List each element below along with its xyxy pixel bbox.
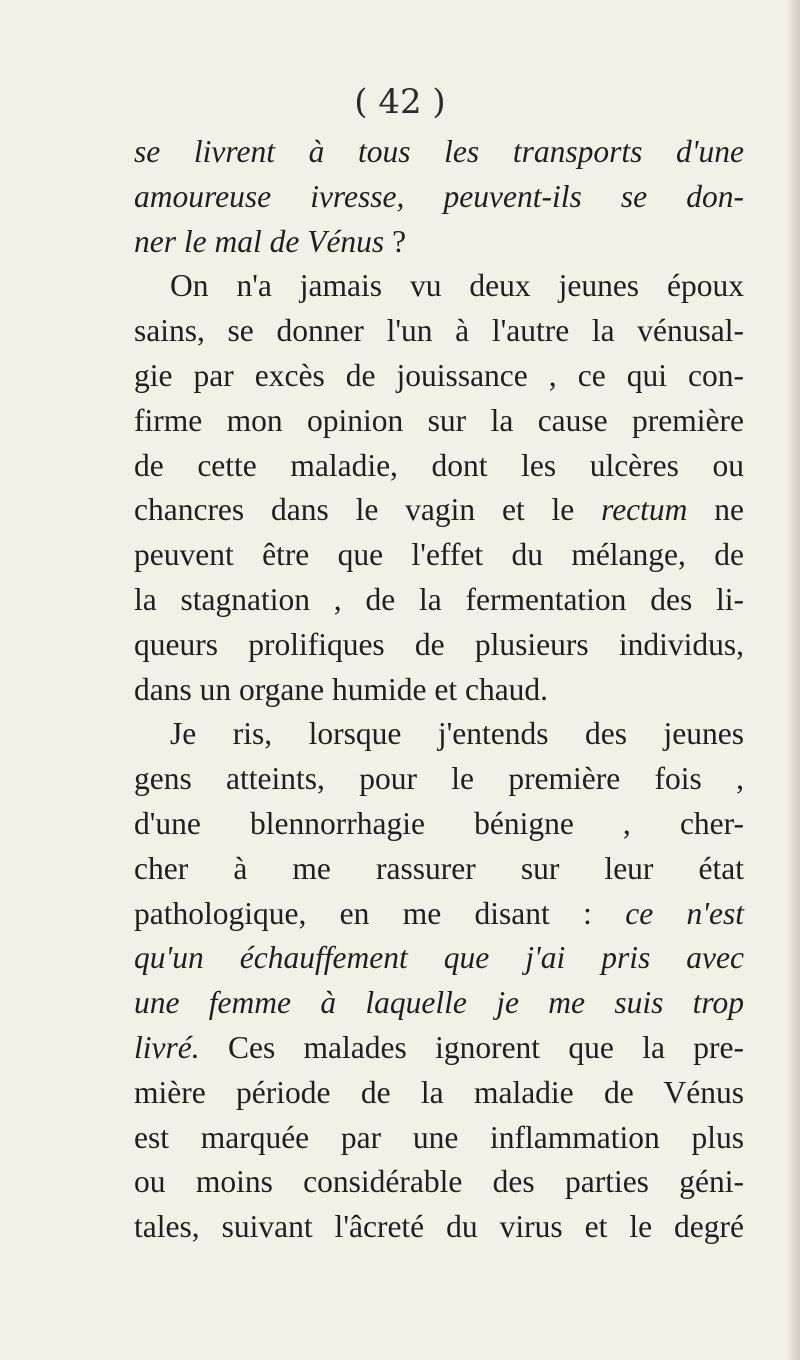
text-line: mière période de la maladie de Vénus	[134, 1074, 744, 1110]
text-line: ou moins considérable des parties géni-	[134, 1164, 744, 1200]
text-line-plain: chancres dans le vagin et le	[134, 492, 602, 528]
text-line-plain: pathologique, en me disant :	[134, 895, 626, 931]
text-line: tales, suivant l'âcreté du virus et le degré	[134, 1209, 744, 1245]
text-line-italic: ce n'est	[625, 895, 744, 931]
text-line: se livrent à tous les transports d'une	[134, 134, 744, 169]
text-line: firme mon opinion sur la cause première	[134, 402, 744, 438]
text-line: amoureuse ivresse, peuvent-ils se don-	[134, 178, 744, 214]
text-line: dans un organe humide et chaud.	[134, 671, 549, 707]
text-line: la stagnation , de la fermentation des li-	[134, 581, 744, 617]
text-line-plain: ?	[384, 223, 407, 259]
text-line-italic: livré.	[134, 1029, 200, 1065]
page-number: ( 42 )	[354, 82, 446, 122]
text-line: gens atteints, pour le première fois ,	[134, 761, 744, 797]
text-line-plain: ne	[687, 492, 744, 528]
paragraph-start-line: On n'a jamais vu deux jeunes époux	[170, 268, 744, 304]
text-line	[134, 1026, 744, 1071]
text-line: une femme à laquelle je me suis trop	[134, 985, 744, 1021]
paragraph-start-line: Je ris, lorsque j'entends des jeunes	[170, 716, 744, 752]
text-line: sains, se donner l'un à l'autre la vénusal-	[134, 313, 744, 349]
text-line: peuvent être que l'effet du mélange, de	[134, 537, 744, 573]
text-line: queurs prolifiques de plusieurs individus,	[134, 626, 744, 662]
text-line: qu'un échauffement que j'ai pris avec	[134, 940, 744, 976]
text-line: gie par excès de jouissance , ce qui con-	[134, 357, 744, 393]
text-line: de cette maladie, dont les ulcères ou	[134, 447, 744, 483]
text-line-italic: ner le mal de Vénus	[134, 223, 385, 259]
text-line	[134, 220, 744, 265]
body-text	[134, 130, 744, 1250]
page-edge	[786, 0, 800, 1360]
text-line	[134, 488, 744, 533]
text-line: est marquée par une inflammation plus	[134, 1119, 744, 1155]
text-line: cher à me rassurer sur leur état	[134, 850, 744, 886]
text-line-italic: rectum	[601, 492, 688, 528]
text-line	[134, 892, 744, 937]
text-line-plain: Ces malades ignorent que la pre-	[199, 1029, 744, 1065]
text-line: d'une blennorrhagie bénigne , cher-	[134, 805, 744, 841]
